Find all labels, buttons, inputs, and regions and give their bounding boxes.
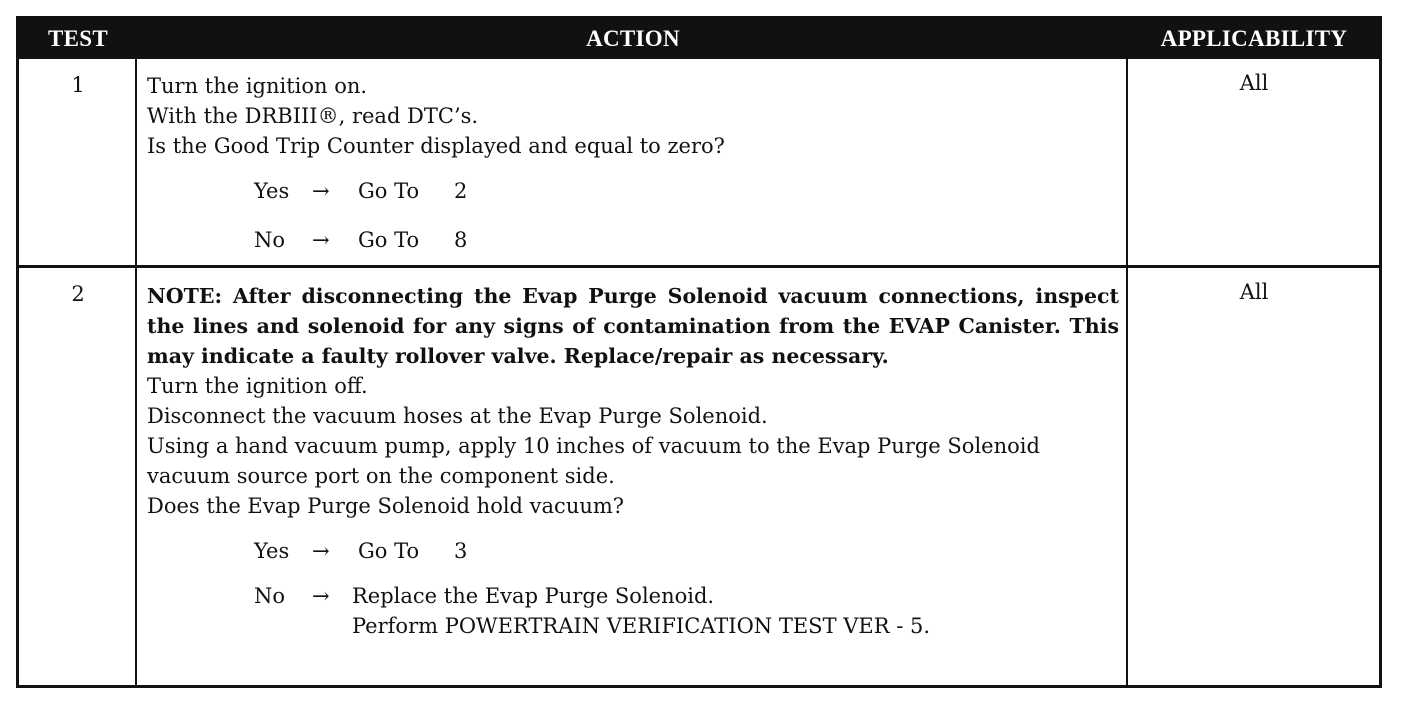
note-text: NOTE: After disconnecting the Evap Purge Solenoid vacuum connections, inspect the lines and solenoid for any signs of contamination from the EVAP Canister. This may indicate a faulty rollover valve. Replace/repair as necessary. bbox=[147, 284, 1119, 368]
choice-label: No bbox=[254, 227, 286, 252]
choice-yes bbox=[254, 166, 1119, 215]
header-test: TEST bbox=[47, 26, 108, 51]
test-number: 2 bbox=[71, 282, 85, 306]
arrow-icon: → bbox=[312, 227, 330, 252]
diagnostic-table bbox=[16, 16, 1382, 688]
goto-text: Go To bbox=[358, 227, 420, 252]
choice-result bbox=[352, 581, 930, 641]
test-number: 1 bbox=[71, 73, 85, 97]
action-line: Disconnect the vacuum hoses at the Evap Purge Solenoid. bbox=[147, 404, 768, 428]
action-line: vacuum source port on the component side. bbox=[147, 464, 615, 488]
table-header bbox=[19, 19, 1379, 59]
goto-text: Go To bbox=[358, 178, 420, 203]
action-line: Is the Good Trip Counter displayed and equal to zero? bbox=[147, 134, 725, 158]
arrow-icon: → bbox=[312, 538, 330, 563]
action-line: Turn the ignition off. bbox=[147, 374, 368, 398]
choice-label: Yes bbox=[254, 178, 290, 203]
arrow-icon: → bbox=[312, 178, 330, 203]
goto-target: 2 bbox=[454, 178, 468, 203]
goto-target: 8 bbox=[454, 227, 468, 252]
result-line: Perform POWERTRAIN VERIFICATION TEST VER - 5. bbox=[352, 614, 931, 638]
action-line: With the DRBIII®, read DTC’s. bbox=[147, 104, 479, 128]
action-line: Using a hand vacuum pump, apply 10 inches of vacuum to the Evap Purge Solenoid bbox=[147, 434, 1040, 458]
action-line: Turn the ignition on. bbox=[147, 74, 368, 98]
arrow-icon: → bbox=[312, 584, 330, 608]
result-line: Replace the Evap Purge Solenoid. bbox=[352, 584, 715, 608]
action-cell bbox=[147, 71, 1119, 264]
choice-label: Yes bbox=[254, 538, 290, 563]
choice-no bbox=[254, 215, 1119, 264]
table-row bbox=[19, 268, 1379, 688]
choice-label: No bbox=[254, 584, 286, 608]
applicability-value: All bbox=[1239, 280, 1269, 304]
goto-text: Go To bbox=[358, 538, 420, 563]
table-row bbox=[19, 59, 1379, 265]
choice-yes bbox=[254, 526, 1119, 575]
header-action: ACTION bbox=[586, 26, 680, 51]
choice-no bbox=[254, 575, 1119, 641]
header-applicability: APPLICABILITY bbox=[1160, 26, 1348, 51]
applicability-value: All bbox=[1239, 71, 1269, 95]
goto-target: 3 bbox=[454, 538, 468, 563]
action-line: Does the Evap Purge Solenoid hold vacuum? bbox=[147, 494, 625, 518]
action-cell bbox=[147, 281, 1119, 641]
